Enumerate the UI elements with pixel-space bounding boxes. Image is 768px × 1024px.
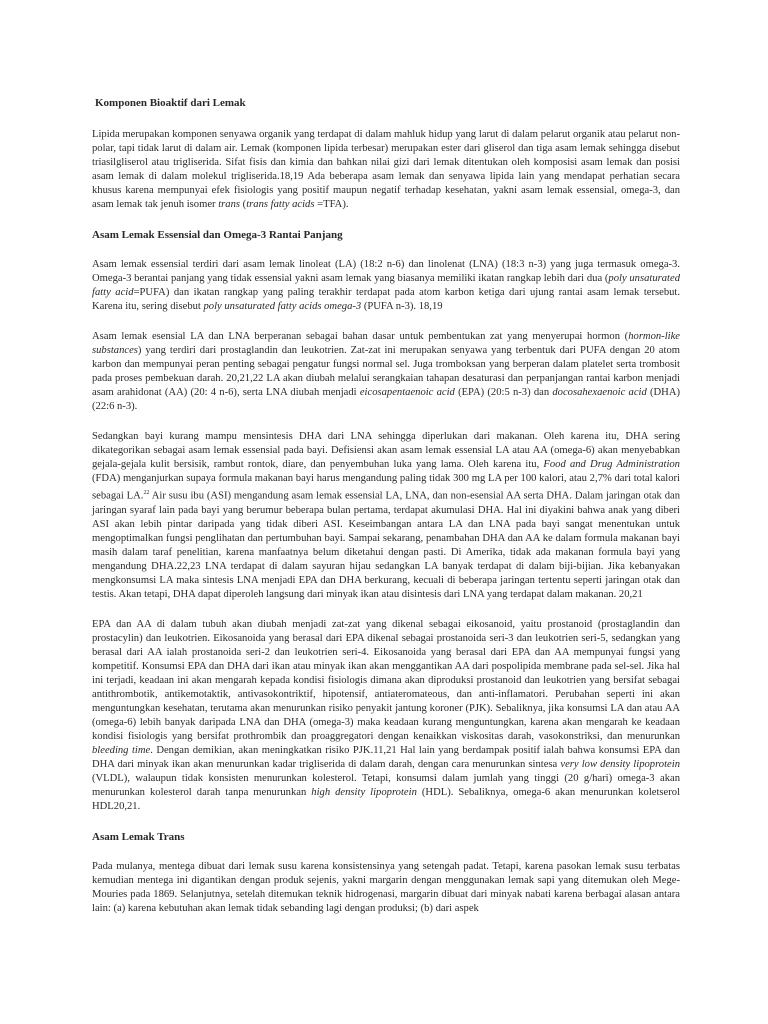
italic-term: trans <box>218 199 241 210</box>
paragraph-hormon <box>92 330 680 414</box>
citation-superscript: 22 <box>143 490 150 496</box>
text-run: Pada mulanya, mentega dibuat dari lemak susu karena konsistensinya yang setengah padat. Tetapi, karena pasokan lemak susu terbatas kemudian mentega ini digantikan dengan produk sejenis, yakni margarin dengan menggunakan lemak sapi yang ditemukan oleh Mege-Mouries pada 1869. Selanjutnya, setelah ditemukan teknik hidrogenasi, margarin dibuat dari minyak nabati karena berbagai alasan antara lain: (a) karena kebutuhan akan lemak tidak sebanding lagi dengan produksi; (b) dari aspek <box>92 860 680 914</box>
paragraph-essensial-omega3 <box>92 258 680 314</box>
text-run: (FDA) menganjurkan supaya formula makanan bayi harus mengandung paling tidak 300 mg LA per 100 kalori, atau 2,7% dari total kalori sebagai LA. <box>92 473 680 502</box>
italic-term: trans fatty acids <box>246 199 315 210</box>
italic-term: high density lipoprotein <box>311 786 417 798</box>
text-run: (DHA) (22:6 n-3). <box>92 387 681 412</box>
paragraph-eikosanoid <box>92 618 680 814</box>
italic-term: very low density lipoprotein <box>560 758 680 770</box>
italic-term: Food and Drug Administration <box>543 459 680 470</box>
text-run: Lipida merupakan komponen senyawa organik yang terdapat di dalam mahluk hidup yang larut di dalam pelarut organik atau pelarut non-polar, tapi tidak larut di dalam air. Lemak (komponen lipida terbesar) merupakan ester dari gliserol dan tiga asam lemak sehingga disebut triasilgliserol atau trigliserida. Sifat fisis dan kimia dan bahkan nilai gizi dari lemak ditentukan oleh komposisi asam lemak dan posisi asam lemak di dalam molekul trigliserida.18,19 Ada beberapa asam lemak dan senyawa lipida lain yang mendapat perhatian secara khusus karena mempunyai efek fisiologis yang positif maupun negatif terhadap kesehatan, yakni asam lemak essensial, omega-3, dan asam lemak tak jenuh isomer <box>92 129 680 210</box>
section-title-asam-lemak-essensial: Asam Lemak Essensial dan Omega-3 Rantai Panjang <box>92 229 343 241</box>
text-run: (EPA) (20:5 n-3) dan <box>454 387 553 398</box>
text-run: Asam lemak esensial LA dan LNA berperanan sebagai bahan dasar untuk pembentukan zat yang menyerupai hormon ( <box>92 331 629 342</box>
text-run: Air susu ibu (ASI) mengandung asam lemak essensial LA, LNA, dan non-esensial AA serta DHA. Dalam jaringan otak dan jaringan syaraf lain pada bayi yang berumur beberapa bulan pertama, terdapat akumulasi DHA. Hal ini diyakini bahwa anak yang diberi ASI akan lebih pintar daripada yang tidak diberi ASI. Keseimbangan antara LA dan LNA pada bayi sangat menentukan untuk mengoptimalkan fungsi penglihatan dan pertumbuhan bayi. Sampai sekarang, penambahan DHA dan AA ke dalam formula makanan bayi masih dalam taraf penelitian, karena manfaatnya belum diketahui dengan pasti. Di Amerika, tidak ada makanan formula bayi yang mengandung DHA.22,23 LNA terdapat di dalam sayuran hijau sedangkan LA banyak terdapat di dalam biji-bijian. Jika kebanyakan mengkonsumsi LA maka sintesis LNA menjadi EPA dan DHA berkurang, kecuali di beberapa jaringan tertentu seperti jaringan otak dan testis. Akan tetapi, DHA dapat diperoleh langsung dari minyak ikan atau disintesis dari LNA yang terdapat dalam makanan. 20,21 <box>92 490 681 600</box>
text-run: (PUFA n-3). 18,19 <box>361 301 443 312</box>
italic-term: poly unsaturated fatty acid <box>92 273 680 298</box>
text-run: (VLDL), walaupun tidak konsisten menurunkan kolesterol. Tetapi, konsumsi dalam jumlah yang tinggi (20 g/hari) omega-3 akan menurunkan kolesterol darah tanpa menurunkan <box>92 772 680 798</box>
italic-term: hormon-like substances <box>92 331 680 356</box>
text-run: Asam lemak essensial terdiri dari asam lemak linoleat (LA) (18:2 n-6) dan linolenat (LNA) (18:3 n-3) yang juga termasuk omega-3. Omega-3 berantai panjang yang tidak essensial yakni asam lemak yang biasanya memiliki ikatan rangkap lebih dari dua ( <box>92 259 680 284</box>
paragraph-lipida <box>92 128 680 212</box>
text-run: =TFA). <box>314 199 349 210</box>
italic-term: bleeding time <box>92 744 151 756</box>
section-title-asam-lemak-trans: Asam Lemak Trans <box>92 830 185 843</box>
paragraph-mentega <box>92 860 680 916</box>
text-run: EPA dan AA di dalam tubuh akan diubah menjadi zat-zat yang dikenal sebagai eikosanoid, yaitu prostanoid (prostaglandin dan prostacylin) dan leukotrien. Eikosanoida yang berasal dari EPA dikenal sebagai prostanoida seri-3 dan leukotrien seri-5, sedangkan yang berasal dari AA ialah prostanoida seri-2 dan leukotrien seri-4. Eikosanoida yang berasal dari EPA dan AA mempunyai fungsi yang kompetitif. Konsumsi EPA dan DHA dari ikan atau minyak ikan akan menggantikan AA dari pospolipida membrane pada sel-sel. Jika hal ini terjadi, keadaan ini akan mengarah kepada kondisi fisiologis dimana akan diproduksi prostanoid dan leukotrien yang bersifat sebagai antithrombotik, antikemotaktik, antivasokontriktif, hipotensif, antiateromateous, dan anti-inflamatori. Perubahan seperti ini akan menguntungkan kesehatan, terutama akan menurunkan risiko penyakit jantung koroner (PJK). Sebaliknya, jika konsumsi LA dan atau AA (omega-6) lebih banyak daripada LNA dan DHA (omega-3) maka keadaan kurang menguntungkan, karena akan mengarah ke keadaan kondisi fisiologis yang bersifat prothrombik dan proaggregatori dengan kenaikkan viskositas darah, vasokonstriksi, dan menurunkan <box>92 618 680 742</box>
text-run: Sedangkan bayi kurang mampu mensintesis DHA dari LNA sehingga diperlukan dari makanan. Oleh karena itu, DHA sering dikategorikan sebagai asam lemak essensial pada bayi. Defisiensi akan asam lemak essensial LA atau AA (omega-6) akan menyebabkan gejala-gejala kulit bersisik, rambut rontok, diare, dan penyembuhan luka yang lama. Oleh karena itu, <box>92 431 680 470</box>
text-run: . Dengan demikian, akan meningkatkan risiko PJK.11,21 Hal lain yang berdampak positif ialah bahwa konsumsi EPA dan DHA dari minyak ikan akan menurunkan kadar trigliserida di dalam darah, dengan cara menurunkan sintesa <box>92 744 680 770</box>
text-run: ( <box>240 199 247 210</box>
text-run: =PUFA) dan ikatan rangkap yang paling terakhir terdapat pada atom karbon ketiga dari ujung rantai asam lemak tersebut. Karena itu, sering disebut <box>92 287 681 312</box>
text-run: (HDL). Sebaliknya, omega-6 akan menurunkan koletserol HDL20,21. <box>92 786 681 812</box>
section-title-komponen-bioaktif: Komponen Bioaktif dari Lemak <box>95 97 246 109</box>
italic-term: docosahexaenoic acid <box>552 387 647 398</box>
text-run: ) yang terdiri dari prostaglandin dan leukotrien. Zat-zat ini merupakan senyawa yang terbentuk dari PUFA dengan 20 atom karbon dan mempunyai peran penting sebagai pengatur fungsi normal sel. Juga tromboksan yang berperan dalam platelet serta trombosit pada proses pembekuan darah. 20,21,22 LA akan diubah melalui serangkaian tahapan desaturasi dan perpanjangan rantai karbon menjadi asam arahidonat (AA) (20: 4 n-6), serta LNA diubah menjadi <box>92 345 680 398</box>
italic-term: poly unsaturated fatty acids omega-3 <box>203 301 362 312</box>
italic-term: eicosapentaenoic acid <box>359 387 455 398</box>
paragraph-dha-bayi <box>92 430 680 602</box>
